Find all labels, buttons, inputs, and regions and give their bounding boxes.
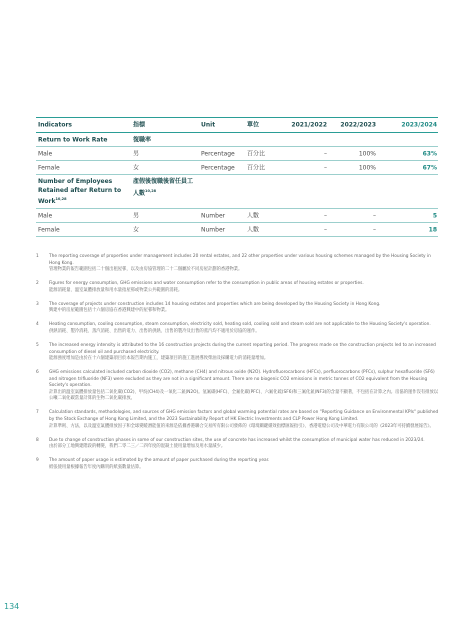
- footnote-text: Figures for energy consumption, GHG emissions and water consumption refer to the consumption in public areas of housing estates or properties.: [49, 281, 364, 287]
- row-unit-zh: 人數: [247, 211, 260, 219]
- row-label: Female: [38, 163, 60, 171]
- footnotes: [36, 254, 440, 479]
- footnote-number: 7: [36, 410, 39, 416]
- section-employees-retained: [36, 175, 438, 209]
- section-title-zh-text: 產假後復職後留任員工人數: [133, 178, 194, 197]
- header-indicators: Indicators: [38, 121, 72, 129]
- row-label: Male: [38, 211, 53, 219]
- row-unit-zh: 人數: [247, 225, 260, 233]
- section-title-zh: [133, 178, 193, 198]
- row-unit: Percentage: [201, 163, 235, 171]
- footnote-item: [36, 322, 440, 335]
- footnote-text: Calculation standards, methodologies, and sources of GHG emission factors and global warming potential rates are based on "Reporting Guidance on Environmental KPIs" published by the Stock Exchange of Hong Kong Limited, and the 2023 Sustainability Report of HK Electric Investments and CLP Power Hong Kong Limited.: [49, 410, 439, 423]
- value-2021-2022: –: [324, 163, 327, 171]
- value-2022-2023: –: [373, 225, 376, 233]
- page-number: 134: [4, 602, 20, 611]
- footnote-item: [36, 438, 440, 451]
- section-title: Return to Work Rate: [38, 135, 108, 143]
- table-row: [36, 161, 438, 175]
- footnote-number: 6: [36, 370, 39, 376]
- footnote-text-zh: 能源消耗量、溫室氣體排放量和用水量指屋邨或物業公共範圍的消耗。: [49, 287, 183, 293]
- footnote-item: [36, 370, 440, 403]
- value-2023-2024: 5: [432, 211, 437, 219]
- row-unit: Number: [201, 211, 226, 219]
- value-2022-2023: 100%: [358, 149, 376, 157]
- footnote-text: The coverage of projects under construction includes 14 housing estates and properties which are being developed by the Housing Society in Hong Kong.: [49, 301, 381, 307]
- footnote-number: 8: [36, 437, 39, 443]
- footnote-number: 5: [36, 342, 39, 348]
- footnote-text: Heating consumption, cooling consumption, steam consumption, electricity sold, heating sold, cooling sold and steam sold are not applicable to the Housing Society's operation.: [49, 322, 431, 328]
- footnote-text: Due to change of construction phases in some of our construction sites, the use of concrete has increased whilst the consumption of municipal water has reduced in 2023/24.: [49, 437, 425, 443]
- footnote-text-zh: 管理物業的報告範圍包括二十個出租屋邨，以及由房協管理的二十二個屬於不同房屋計劃的香港物業。: [49, 267, 243, 273]
- row-label-zh: 女: [133, 163, 140, 171]
- header-unit: Unit: [201, 121, 216, 129]
- header-2022-2023: 2022/2023: [340, 121, 376, 129]
- footnote-text-zh: 由於部分工地興建階段的轉變，我們二零二三／二四年度的混凝土使用量增加及用水量減少。: [49, 444, 226, 450]
- table-row: [36, 147, 438, 161]
- footnote-item: [36, 410, 440, 430]
- value-2021-2022: –: [324, 225, 327, 233]
- footnote-text-zh: 計算出的溫室氣體排放量包括二氧化碳(CO2)、甲烷(CH4)及一氧化二氮(N2O)。氫氟碳(HFC)、全氟化碳(PFC)、六氟化硫(SF6)和三氟化氮(NF3)的含量不顯著，不包括在計算之內。房協的運作沒有排放以公噸二氧化碳當量計算的生物二氧化碳排放。: [49, 389, 439, 402]
- table-row: [36, 209, 438, 223]
- value-2021-2022: –: [324, 149, 327, 157]
- section-title-zh: 復職率: [133, 135, 152, 143]
- row-label: Male: [38, 149, 53, 157]
- header-indicators-zh: 指標: [133, 121, 146, 129]
- row-unit: Number: [201, 225, 226, 233]
- row-unit-zh: 百分比: [247, 149, 266, 157]
- footnote-item: [36, 458, 440, 471]
- footnote-item: [36, 343, 440, 363]
- footnote-text-zh: 能源強度增加是由於在十六個建築項目於本報告期內施工，建築項目的施工進展導致柴油及採購電力的消耗量增加。: [49, 356, 269, 362]
- row-unit: Percentage: [201, 149, 235, 157]
- table-header-row: [36, 117, 438, 133]
- value-2022-2023: –: [373, 211, 376, 219]
- header-2021-2022: 2021/2022: [291, 121, 327, 129]
- footnote-number: 4: [36, 322, 39, 328]
- footnote-text: The increased energy intensity is attributed to the 16 construction projects during the current reporting period. The progress made on the construction projects led to an increased consumption of diesel oil and purchased electricity.: [49, 342, 436, 355]
- footnote-text-zh: 興建中的房屋範圍包括十六個房協在香港興建中的屋邨和物業。: [49, 308, 170, 314]
- footnote-text-zh: 計算準則、方法，以及溫室氣體排放因子和全球變暖潛能值的來源是依據香港聯合交易所有限公司發佈的《環境關鍵績效指標匯報指引》、香港電燈公司及中華電力有限公司的《2023年可持續發展報告》。: [49, 423, 434, 429]
- section-title: [38, 178, 124, 207]
- section-return-to-work-rate: [36, 133, 438, 147]
- esg-indicators-table: [36, 117, 438, 237]
- value-2023-2024: 67%: [422, 163, 437, 171]
- table-row: [36, 223, 438, 237]
- row-label-zh: 男: [133, 149, 140, 157]
- footnote-item: [36, 302, 440, 315]
- value-2022-2023: 100%: [358, 163, 376, 171]
- value-2021-2022: –: [324, 211, 327, 219]
- footnote-number: 1: [36, 254, 39, 259]
- footnote-text-zh: 供熱消耗、製冷消耗、蒸汽消耗、出售的電力、出售的供熱、出售的製冷及出售的蒸汽均不適用於房協的運作。: [49, 328, 260, 334]
- footnote-item: [36, 281, 440, 294]
- row-unit-zh: 百分比: [247, 163, 266, 171]
- value-2023-2024: 63%: [422, 149, 437, 157]
- row-label: Female: [38, 225, 60, 233]
- section-title-zh-footnote-ref: 10,28: [145, 188, 157, 193]
- footnote-number: 2: [36, 281, 39, 287]
- section-title-text: Number of Employees Retained after Return to Work: [38, 178, 122, 205]
- footnote-text: The amount of paper usage is estimated by the amount of paper purchased during the reporting year.: [49, 458, 270, 464]
- header-2023-2024: 2023/2024: [401, 121, 437, 129]
- footnote-number: 3: [36, 301, 39, 307]
- section-title-footnote-ref: 10,28: [55, 197, 67, 201]
- footnote-text: GHG emissions calculated included carbon dioxide (CO2), methane (CH4) and nitrous oxide (N2O). Hydrofluorocarbons (HFCs), perfluorocarbons (PFCs), sulphur hexafluoride (SF6) and nitrogen trifluoride (NF3) were excluded as they are not in a significant amount. There are no biogenic CO2 emissions in metric tonnes of CO2 equivalent from the Housing Society's operation.: [49, 370, 435, 389]
- row-label-zh: 男: [133, 211, 140, 219]
- footnote-number: 9: [36, 458, 39, 464]
- row-label-zh: 女: [133, 225, 140, 233]
- footnote-text-zh: 紙張使用量根據報告年度內購買的紙張數量估算。: [49, 464, 144, 470]
- footnote-item: [36, 254, 440, 274]
- value-2023-2024: 18: [428, 225, 437, 233]
- footnote-text: The reporting coverage of properties under management includes 20 rental estates, and 22 other properties under various housing schemes managed by the Housing Society in Hong Kong.: [49, 254, 431, 266]
- header-unit-zh: 單位: [247, 121, 260, 129]
